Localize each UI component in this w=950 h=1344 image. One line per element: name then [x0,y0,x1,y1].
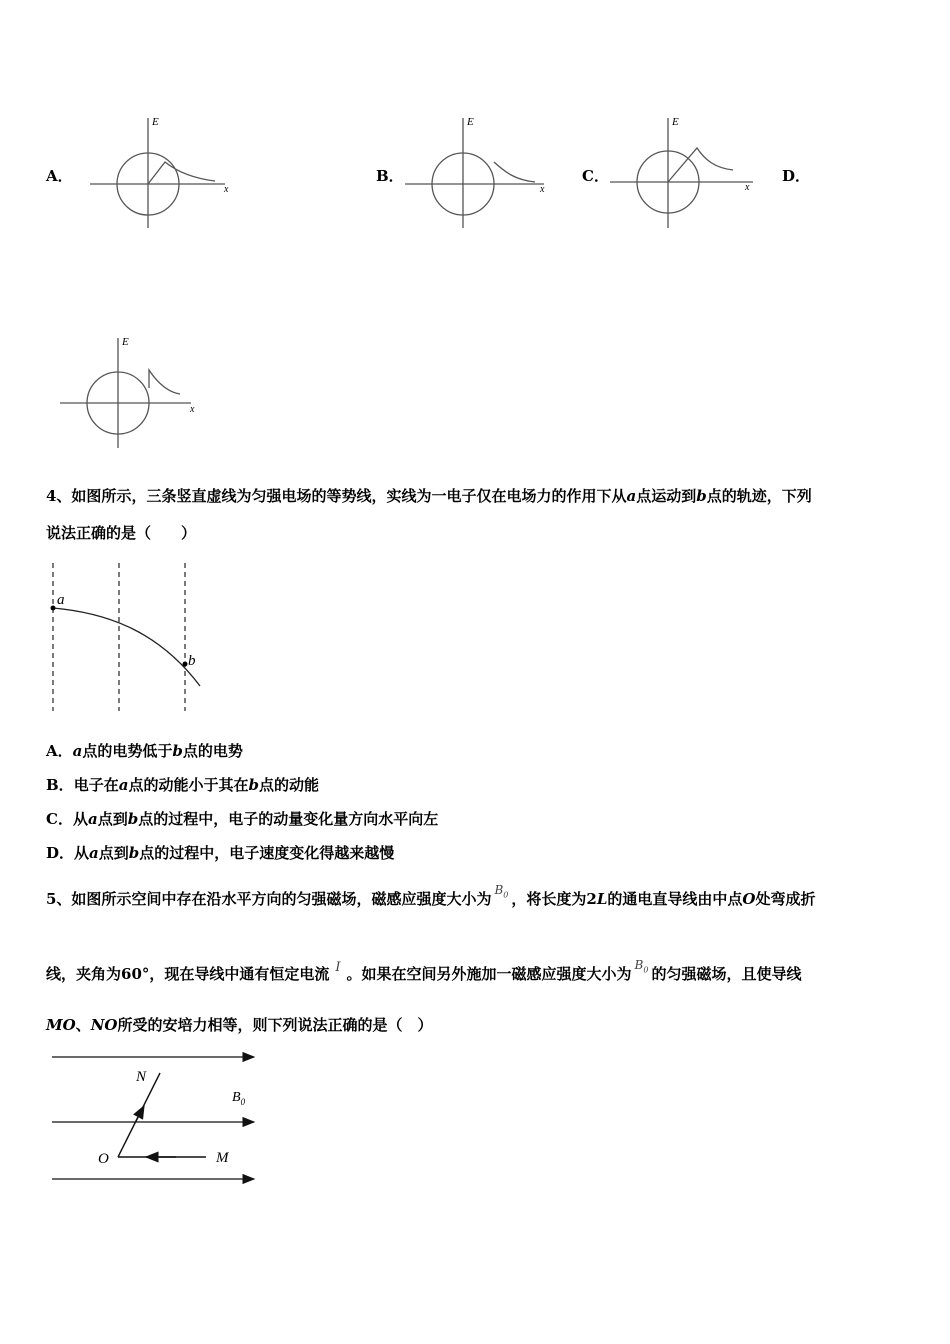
axis-x-label: x [224,184,229,195]
graph-option-d [55,330,215,455]
point-o-label: O [98,1151,109,1167]
option-c-label: C． [582,167,609,185]
axis-x-label: x [745,182,750,193]
option-d-label: D． [782,167,811,185]
question-5-line-1: 5、如图所示空间中存在沿水平方向的匀强磁场，磁感应强度大小为 $^{B_0}$ ，将长度为2L的通电直导线由中点O处弯成折 [46,883,816,908]
question-5-line-2: 线，夹角为60°，现在导线中通有恒定电流 I 。如果在空间另外施加一磁感应强度大小为 $^{B_0}$ 的匀强磁场，且使导线 [46,958,802,983]
question-4-option-c: C．从a点到b点的过程中，电子的动量变化量方向水平向左 [46,810,439,828]
axis-e-label: E [467,116,474,128]
axis-e-label: E [122,336,129,348]
axis-e-label: E [152,116,159,128]
graph-option-b [400,110,560,235]
point-m-label: M [216,1150,229,1166]
option-b-label: B． [376,167,404,185]
point-b-label: b [188,653,196,669]
graph-option-a [85,110,245,235]
question-5-line-3: MO、NO所受的安培力相等，则下列说法正确的是（ ） [46,1016,433,1034]
question-4-option-b: B．电子在a点的动能小于其在b点的动能 [46,776,319,794]
axis-e-label: E [672,116,679,128]
axis-x-label: x [190,404,195,415]
option-a-label: A． [46,167,73,185]
question-4-line-1: 4、如图所示，三条竖直虚线为匀强电场的等势线，实线为一电子仅在电场力的作用下从a点运动到b点的轨迹，下列 [46,487,812,505]
graph-option-c [605,110,765,235]
question-4-line-2: 说法正确的是（ ） [46,524,197,542]
field-b0-label: $B_0$ [232,1090,246,1107]
question-4-option-a: A．a点的电势低于b点的电势 [46,742,243,760]
point-n-label: N [136,1069,147,1085]
point-a-label: a [57,592,65,608]
question-4-option-d: D．从a点到b点的过程中，电子速度变化得越来越慢 [46,844,395,862]
figure-magnetic-field-wire [46,1045,266,1190]
figure-electric-field-trajectory [40,558,220,718]
axis-x-label: x [540,184,545,195]
